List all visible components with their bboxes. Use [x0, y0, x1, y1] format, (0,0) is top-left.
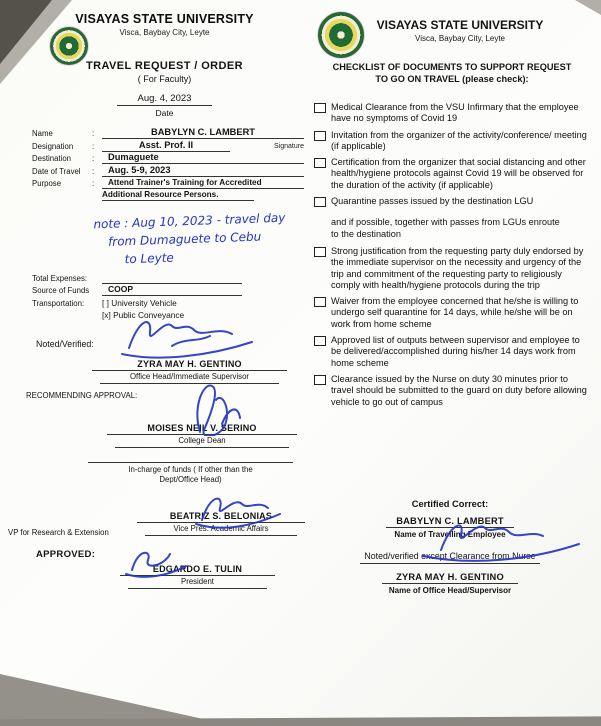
designation-label: Designation [32, 141, 74, 151]
checklist-item-medical-clearance: Medical Clearance from the VSU Infirmary that the employee have no symptoms of Covid 19 [314, 102, 590, 125]
handwritten-note-line1: note : Aug 10, 2023 - travel day [93, 210, 286, 232]
travel-date-label: Date of Travel [32, 166, 81, 176]
checkbox-icon [314, 336, 326, 346]
vp-academic-name: BEATRIZ S. BELONIAS [137, 511, 305, 523]
approved-label: APPROVED: [36, 549, 96, 560]
signature-vp-academic [190, 486, 285, 530]
checklist-item-approved-outputs: Approved list of outputs between supervisor and employee to be delivered/accomplished during his/her 14 days work from home scheme [314, 335, 590, 369]
checklist-item-certification: Certification from the organizer that social distancing and other health/hygiene protocols against Covid 19 will be observed for the duration of the activity (if applicable) [314, 157, 590, 191]
colon: : [92, 129, 95, 139]
field-row-name [32, 127, 304, 139]
checklist-item-quarantine-passes: Quarantine passes issued by the destination LGU [314, 196, 590, 207]
travel-request-form-page [8, 0, 307, 726]
name-value: BABYLYN C. LAMBERT [102, 127, 304, 139]
total-expenses-label: Total Expenses: [32, 274, 88, 284]
signature-president [120, 540, 195, 580]
university-name: VISAYAS STATE UNIVERSITY [376, 18, 544, 32]
checkbox-icon [314, 103, 326, 113]
vp-research-label: VP for Research & Extension [8, 528, 109, 537]
office-head-title: Office Head/Immediate Supervisor [129, 372, 250, 381]
office-head-title: Name of Office Head/Supervisor [388, 586, 512, 595]
transportation-row [32, 296, 272, 308]
checkbox-icon [314, 297, 326, 307]
signature-college-dean [170, 376, 260, 436]
source-of-funds-label: Source of Funds [32, 286, 90, 296]
source-of-funds-row [32, 284, 272, 296]
checkbox-icon [314, 131, 326, 141]
rule-line [128, 588, 267, 589]
incharge-of-funds-section [88, 462, 293, 484]
field-row-purpose-continued [102, 189, 304, 201]
purpose-value-line1: Attend Trainer's Training for Accredited [102, 178, 304, 189]
form-title: TRAVEL REQUEST / ORDER [86, 60, 243, 72]
vp-academic-title: Vice Pres. Academic Affairs [173, 524, 269, 533]
public-conveyance-option: [x] Public Conveyance [102, 309, 185, 320]
date-label: Date [155, 108, 174, 118]
incharge-line1: In-charge of funds ( If other than the [128, 465, 253, 474]
transportation-label: Transportation: [32, 298, 85, 308]
signature-office-head [411, 512, 586, 570]
checklist-item-invitation: Invitation from the organizer of the activity/conference/ meeting (if applicable) [314, 130, 590, 153]
university-address: Visca, Baybay City, Leyte [415, 34, 505, 43]
checklist-page [306, 0, 594, 726]
colon: : [92, 141, 95, 151]
university-name: VISAYAS STATE UNIVERSITY [75, 12, 254, 26]
checklist-continuation-note: and if possible, together with passes from LGUs enroute to the destination [331, 217, 560, 239]
checklist-item-strong-justification: Strong justification from the requesting party duly endorsed by the immediate supervisor on the necessity and urgency of the trip and commitment of the requesting party to religiously comply with health/hygiene protocols during the trip [314, 246, 590, 291]
field-row-purpose [32, 177, 304, 189]
signature-office-head [114, 310, 259, 362]
rule-line [145, 535, 297, 536]
travelling-employee-title: Name of Travelling Employee [394, 530, 506, 539]
field-row-travel-date [32, 164, 304, 176]
office-head-name: ZYRA MAY H. GENTINO [382, 572, 518, 584]
field-row-designation [32, 139, 304, 151]
handwritten-note [93, 209, 287, 270]
date-block [22, 88, 307, 118]
president-title: President [181, 577, 214, 586]
checkbox-icon [314, 375, 326, 385]
checkbox-icon [314, 158, 326, 168]
signature-column-label: Signature [274, 142, 304, 150]
name-label: Name [32, 129, 53, 139]
designation-value: Asst. Prof. II [102, 140, 230, 152]
travelling-employee-name: BABYLYN C. LAMBERT [386, 516, 514, 528]
college-dean-title: College Dean [178, 436, 226, 445]
noted-verified-label: Noted/Verified: [36, 339, 94, 349]
recommending-approval-label: RECOMMENDING APPROVAL: [26, 391, 138, 400]
checkbox-icon [314, 247, 326, 257]
office-head-name: ZYRA MAY H. GENTINO [92, 359, 287, 371]
date-value: Aug. 4, 2023 [117, 93, 212, 106]
certified-correct-label: Certified Correct: [411, 499, 489, 509]
form-subtitle: ( For Faculty) [137, 74, 192, 84]
destination-label: Destination [32, 154, 72, 164]
form-fields [32, 127, 304, 201]
checkbox-icon [314, 197, 326, 207]
source-of-funds-value: COOP [102, 284, 242, 296]
university-vehicle-option: [ ] University Vehicle [102, 297, 177, 308]
total-expenses-row [32, 272, 272, 284]
checklist-item-waiver: Waiver from the employee concerned that he/she is willing to undergo self quarantine for 14 days, while he/she will be on work from home scheme [314, 296, 590, 330]
destination-value: Dumaguete [102, 152, 304, 164]
colon: : [92, 166, 95, 176]
travel-date-value: Aug. 5-9, 2023 [102, 165, 304, 177]
purpose-label: Purpose [32, 178, 62, 188]
checklist-title-line1: CHECKLIST OF DOCUMENTS TO SUPPORT REQUEST [332, 62, 572, 72]
colon: : [92, 154, 95, 164]
document-checklist [314, 102, 590, 413]
college-dean-name: MOISES NEIL V. SERINO [107, 423, 297, 435]
checklist-title-line2: TO GO ON TRAVEL (please check): [375, 74, 529, 84]
purpose-value-line2: Additional Resource Persons. [102, 190, 254, 201]
spacer [32, 320, 102, 321]
colon: : [92, 178, 95, 188]
field-row-destination [32, 152, 304, 164]
handwritten-note-line2: from Dumaguete to Cebu [107, 229, 262, 249]
total-expenses-line [102, 274, 242, 284]
incharge-line2: Dept/Office Head) [159, 474, 222, 484]
university-address: Visca, Baybay City, Leyte [119, 28, 210, 37]
checklist-item-nurse-clearance: Clearance issued by the Nurse on duty 30 minutes prior to travel should be submitted to the guard on duty before allowing vehicle to go out of campus [314, 374, 590, 408]
rule-line [115, 447, 289, 448]
noted-verified-exception-text: Noted/verified except Clearance from Nurse [360, 551, 539, 564]
handwritten-note-line3: to Leyte [124, 250, 175, 267]
president-name: EDGARDO E. TULIN [120, 564, 275, 576]
